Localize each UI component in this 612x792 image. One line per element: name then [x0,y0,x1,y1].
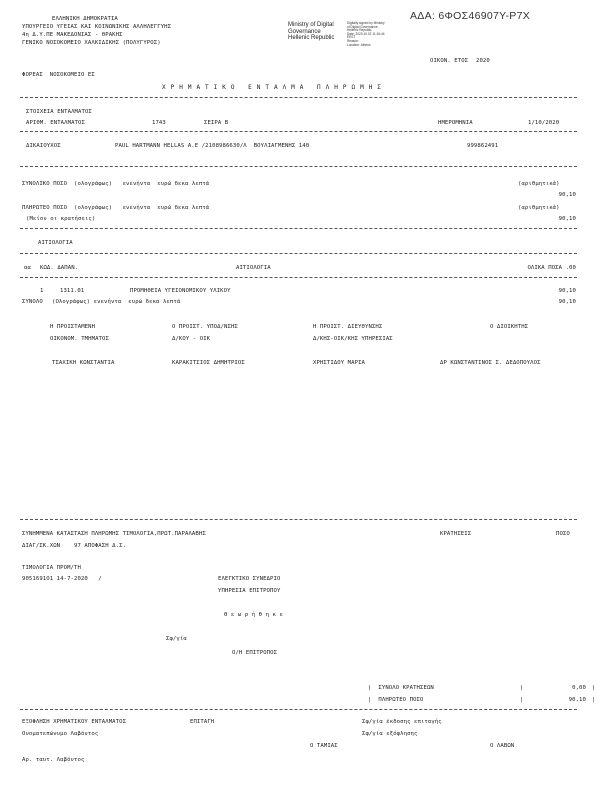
row-aa: 1 [40,288,44,294]
total-amount-text: ΣΥΝΟΛΙΚΟ ΠΟΣΟ (ολογράφως) ενενήντα ευρώ δεκα λεπτά [22,181,210,187]
signature-name-3: ΧΡΗΣΤΙΔΟΥ ΜΑΡΙΑ [313,360,366,366]
order-date-label: ΗΜΕΡΟΜΗΝΙΑ [438,120,473,126]
digital-signature-gov-3: Hellenic Republic [288,35,335,41]
digital-signature-line-6: Reason: [347,39,359,43]
final-payable-row: | ΠΛΗΡΩΤΕΟ ΠΟΣΟ [368,697,424,703]
less-deductions-label: (Μείον οι κρατήσεις) [26,216,96,222]
table-sum-label: ΣΥΝΟΛΟ [22,299,43,305]
audit-line-1: ΕΛΕΓΚΤΙΚΟ ΣΥΝΕΔΡΙΟ [218,576,281,582]
digital-signature-line-3: Hellenic Republic [347,28,372,33]
footer-stamp-settlement: Σφ/γία εξόφλησης [362,731,418,737]
beneficiary-name: PAUL HARTMANN HELLAS A.E /2108986630/Λ ΒΟΥΛΙΑΓΜΕΝΗΣ 140 [115,143,310,149]
total-amount: 90,10 [558,192,576,198]
signature-name-2: ΚΑΡΑΚΙΤΣΙΟΣ ΔΗΜΗΤΡΙΟΣ [172,360,245,366]
payable-amount: 90,10 [558,216,576,222]
divider [20,131,577,132]
digital-signature-line-5: EEST [347,35,356,40]
agency: ΦΟΡΕΑΣ ΝΟΣΟΚΟΜΕΙΟ ΕΣ [22,72,95,78]
digital-signature-line-2: of Digital Governance, [347,24,379,29]
signature-head-1: Η ΠΡΟΙΣΤΑΜΕΝΗ [50,324,96,330]
divider [20,277,577,278]
final-pipe: | [592,685,596,691]
digital-signature-line-7: Location: Athens [347,42,371,47]
final-pipe: | [592,697,596,703]
order-series: ΣΕΙΡΑ Β [204,120,229,126]
footer-receiver: Ο ΛΑΒΩΝ [490,743,515,749]
order-number-label: ΑΡΙΘΜ. ΕΝΤΑΛΜΑΤΟΣ [26,120,85,126]
order-number: 1743 [152,120,166,126]
footer-cashier: Ο ΤΑΜΙΑΣ [310,743,338,749]
row-code: 1311.01 [60,288,85,294]
final-pipe: | [520,685,524,691]
attachments-label: ΣΥΝΗΜΜΕΝΑ ΚΑΤΑΣΤΑΣΗ ΠΛΗΡΩΜΗΣ ΤΙΜΟΛΟΓΙΑ,ΠΡΩΤ.ΠΑΡΑΛΑΒΗΣ [22,531,206,537]
final-payable: 90,10 [568,697,586,703]
footer-stamp-issue: Σφ/γία έκδοσης επιταγής [362,719,442,725]
audit-seal-label: Σφ/γία [166,636,187,642]
divider [20,97,577,98]
total-numeric-label: (αριθμητικά) [518,181,560,187]
signature-head-2: Ο ΠΡΟΙΣΤ. ΥΠΟΔ/ΝΣΗΣ [172,324,238,330]
ada-code: ΑΔΑ: 6ΦΟΣ46907Υ-Ρ7Χ [410,10,531,22]
header-line-2: ΥΠΟΥΡΓΕΙΟ ΥΓΕΙΑΣ ΚΑΙ ΚΟΙΝΩΝΙΚΗΣ ΑΛΛΗΛΕΓΓΥΗΣ [22,24,172,30]
audit-seen: Θ ε ω ρ ή θ η κ ε [224,612,283,618]
divider [20,253,577,254]
invoice-value: 9051691Ο1 14-7-2020 / [22,576,102,582]
deductions-header: ΚΡΑΤΗΣΕΙΣ [440,531,472,537]
header-line-4: ΓΕΝΙΚΟ ΝΟΣΟΚΟΜΕΙΟ ΧΑΛΚΙΔΙΚΗΣ (ΠΟΛΥΓΥΡΟΣ) [22,40,161,46]
footer-receiver-name: Ονοματεπώνυμο Λαβόντος [22,731,99,737]
divider [20,166,577,167]
audit-line-2: ΥΠΗΡΕΣΙΑ ΕΠΙΤΡΟΠΟΥ [218,588,281,594]
audit-commissioner: Ο/Η ΕΠΙΤΡΟΠΟΣ [232,650,278,656]
order-date: 1/10/2020 [528,120,560,126]
divider [20,709,577,710]
header-line-1: ΕΛΛΗΝΙΚΗ ΔΗΜΟΚΡΑΤΙΑ [52,16,118,22]
table-sum-amount: 90,10 [558,299,576,305]
justification-label: ΑΙΤΙΟΛΟΓΙΑ [38,240,73,246]
digital-signature-line-1: Digitally signed by Ministry [347,21,385,25]
digital-signature-line-4: Date: 2020.10.02 11:16:44 [347,31,385,36]
beneficiary-label: ΔΙΚΑΙΟΥΧΟΣ [26,143,61,149]
divider [20,228,577,229]
footer-check: ΕΠΙΤΑΓΗ [190,719,215,725]
table-header-code: ΚΩΔ. ΔΑΠΑΝ. [40,265,79,271]
row-amount: 90,10 [558,288,576,294]
beneficiary-afm: 999862491 [467,143,499,149]
table-header-amount: ΟΛΙΚΑ ΠΟΣΑ .00 [527,265,576,271]
signature-head-3: Η ΠΡΟΙΣΤ. ΔΙΕΥΘΥΝΣΗΣ [313,324,383,330]
signature-head-4: Ο ΔΙΟΙΚΗΤΗΣ [490,324,529,330]
decision-reference: ΔΙΑΓ/ΣΚ.ΧΩΝ 97 ΑΠΟΦΑΣΗ Δ.Σ. [22,543,127,549]
document-title: ΧΡΗΜΑΤΙΚΟ ΕΝΤΑΛΜΑ ΠΛΗΡΩΜΗΣ [162,84,386,91]
signature-name-1: ΤΣΑΧΙΚΗ ΚΩΝΣΤΑΝΤΙΑ [52,360,115,366]
table-sum-text: (Ολογράφως) ενενήντα ευρώ δεκα λεπτά [52,299,181,305]
signature-head-1b: ΟΙΚΟΝΟΜ. ΤΜΗΜΑΤΟΣ [50,336,109,342]
amount-header: ΠΟΣΟ [556,531,570,537]
table-header-aa: αα [24,265,31,271]
details-section-label: ΣΤΟΙΧΕΙΑ ΕΝΤΑΛΜΑΤΟΣ [26,109,92,115]
payable-amount-text: ΠΛΗΡΩΤΕΟ ΠΟΣΟ (ολογράφως) ενενήντα ευρώ δεκα λεπτά [22,205,210,211]
header-line-3: 4η Δ.Υ.ΠΕ ΜΑΚΕΔΟΝΙΑΣ - ΘΡΑΚΗΣ [22,32,123,38]
digital-signature-gov-1: Ministry of Digital [288,22,334,28]
final-payable-label: ΠΛΗΡΩΤΕΟ ΠΟΣΟ [378,697,424,703]
signature-head-2b: Δ/ΚΟΥ - ΟΙΚ [172,336,211,342]
footer-receiver-id: Αρ. ταυτ. Λαβόντος [22,757,85,763]
signature-name-4: ΔΡ ΚΩΝΣΤΑΝΤΙΝΟΣ Σ. ΔΕΔΟΠΟΥΛΟΣ [440,360,541,366]
final-deductions-row: | ΣΥΝΟΛΟ ΚΡΑΤΗΣΕΩΝ [368,685,434,691]
final-deductions: 0,00 [572,685,586,691]
table-header-reason: ΑΙΤΙΟΛΟΓΙΑ [236,265,271,271]
payable-numeric-label: (αριθμητικά) [518,205,560,211]
signature-head-3b: Δ/ΚΗΣ-ΟΙΚ/ΚΗΣ ΥΠΗΡΕΣΙΑΣ [313,336,393,342]
digital-signature-gov-2: Governance [288,28,321,35]
final-pipe: | [520,697,524,703]
row-description: ΠΡΟΜΗΘΕΙΑ ΥΓΕΙΟΝΟΜΙΚΟΥ ΥΛΙΚΟΥ [130,288,231,294]
final-deductions-label: ΣΥΝΟΛΟ ΚΡΑΤΗΣΕΩΝ [378,685,434,691]
divider [20,519,577,520]
fiscal-year: 2020 [476,58,490,64]
invoice-label: ΤΙΜΟΛΟΓΙΑ ΠΡΟΜ/ΤΗ [22,565,81,571]
footer-settlement: ΕΞΟΦΛΗΣΗ ΧΡΗΜΑΤΙΚΟΥ ΕΝΤΑΛΜΑΤΟΣ [22,719,127,725]
fiscal-year-label: ΟΙΚΟΝ. ΕΤΟΣ [430,58,469,64]
